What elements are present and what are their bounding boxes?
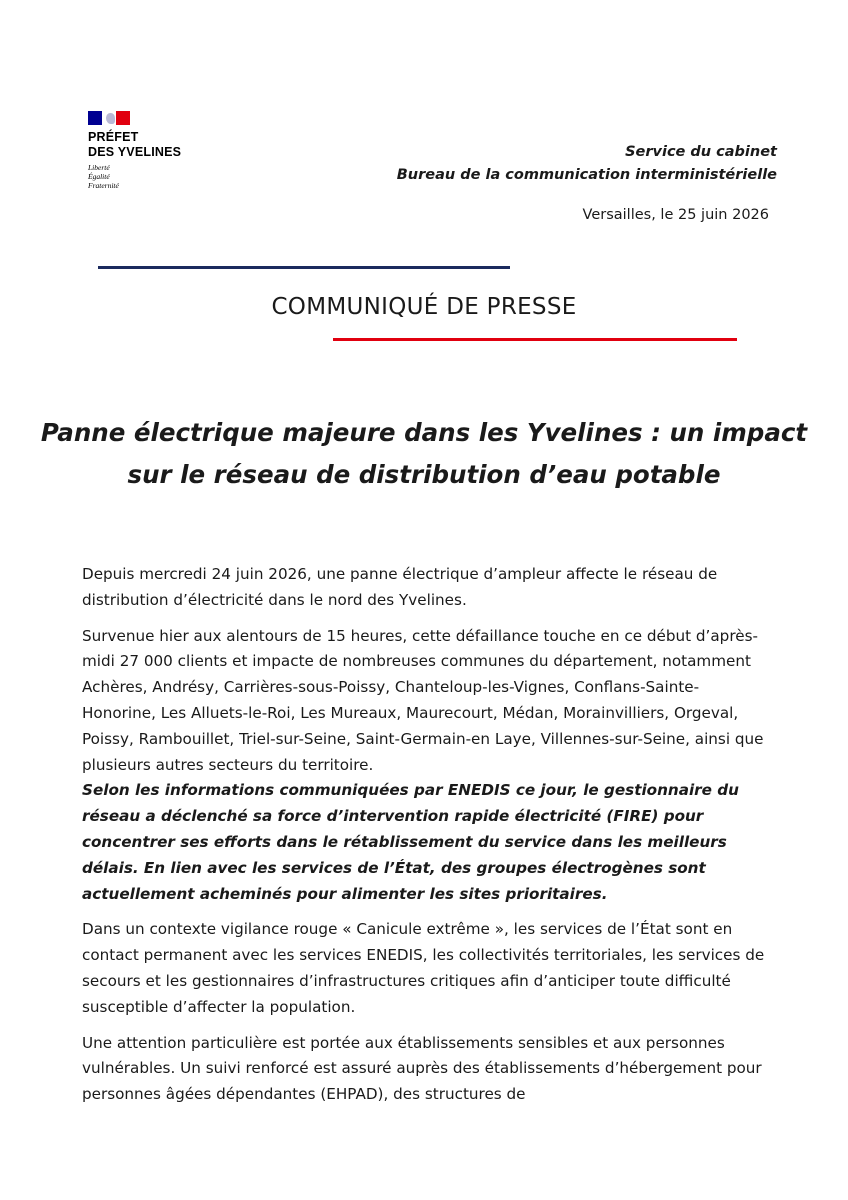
prefet-logo (88, 111, 181, 190)
logo-motto (88, 163, 181, 190)
service-name: Service du cabinet (625, 144, 777, 160)
motto-fraternite: Fraternité (88, 181, 119, 190)
marianne-flag-icon (88, 111, 130, 125)
press-release-title: COMMUNIQUÉ DE PRESSE (271, 294, 577, 320)
motto-egalite: Égalité (88, 172, 110, 181)
service-block (397, 141, 777, 187)
logo-name-line2: DES YVELINES (88, 145, 182, 159)
dateline: Versailles, le 25 juin 2026 (582, 207, 769, 223)
bureau-name: Bureau de la communication interministérielle (396, 167, 777, 183)
paragraph-1: Depuis mercredi 24 juin 2026, une panne électrique d’ampleur affecte le réseau de distribution d’électricité dans le nord des Yvelines. (82, 565, 718, 609)
motto-liberte: Liberté (88, 163, 110, 172)
body-text (82, 562, 772, 1118)
paragraph-4: Dans un contexte vigilance rouge « Canicule extrême », les services de l’État sont en contact permanent avec les services ENEDIS, les collectivités territoriales, les services de secours et les gestionnaires d’infrastructures critiques afin d’anticiper toute difficulté susceptible d’affecter la population. (82, 920, 765, 1016)
logo-name (88, 130, 181, 160)
paragraph-5: Une attention particulière est portée aux établissements sensibles et aux personnes vulnérables. Un suivi renforcé est assuré auprès des établissements d’hébergement pour personnes âgées dépendantes (EHPAD), des structures de (82, 1033, 762, 1104)
paragraph-2: Survenue hier aux alentours de 15 heures, cette défaillance touche en ce début d’après-midi 27 000 clients et impacte de nombreuses communes du département, notamment Achères, Andrésy, Carrières-sous-Poissy, Chanteloup-les-Vignes, Conflans-Sainte-Honorine, Les Alluets-le-Roi, Les Mureaux, Maurecourt, Médan, Morainvilliers, Orgeval, Poissy, Rambouillet, Triel-sur-Seine, Saint-Germain-en Laye, Villennes-sur-Seine, ainsi que plusieurs autres secteurs du territoire. (82, 626, 764, 774)
headline: Panne électrique majeure dans les Yvelines : un impact sur le réseau de distribution d’eau potable (40, 418, 808, 489)
divider-red (333, 338, 737, 341)
logo-name-line1: PRÉFET (88, 130, 139, 144)
divider-blue (98, 266, 510, 269)
paragraph-3-emphasis: Selon les informations communiquées par ENEDIS ce jour, le gestionnaire du réseau a déclenché sa force d’intervention rapide électricité (FIRE) pour concentrer ses efforts dans le rétablissement du service dans les meilleurs délais. En lien avec les services de l’État, des groupes électrogènes sont actuellement acheminés pour alimenter les sites prioritaires. (82, 781, 739, 903)
